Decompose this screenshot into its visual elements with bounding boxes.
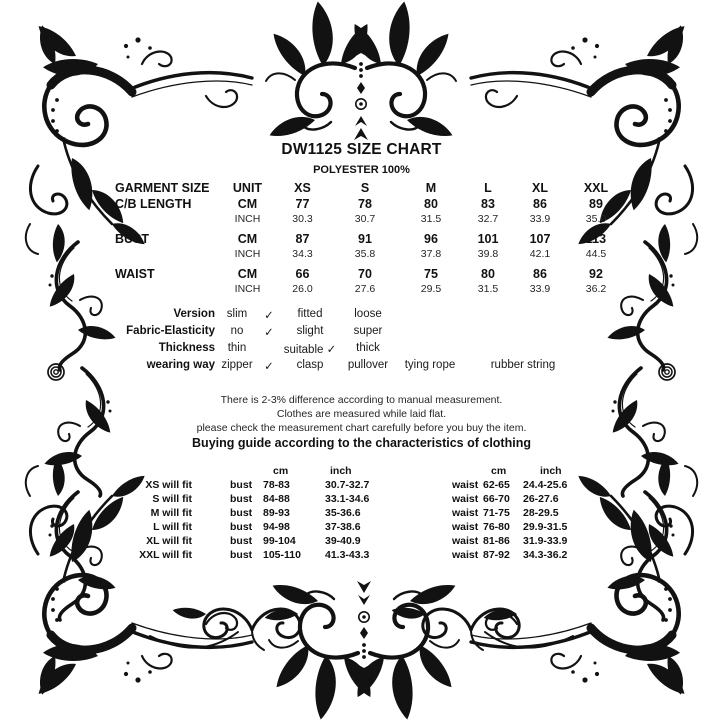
row-label [115, 283, 220, 297]
body-part-label: bust [230, 535, 253, 547]
unit-cell: INCH [234, 213, 261, 225]
cm-range: 71-75 [483, 507, 510, 519]
fit-size-label: M will fit [150, 507, 192, 519]
checkmark-icon: ✓ [264, 327, 274, 339]
characteristic-option: pullover [347, 359, 389, 371]
value-cell: 96 [424, 232, 438, 246]
value-cell: 86 [533, 197, 547, 211]
characteristic-option: thick [356, 342, 380, 354]
empty-cell [452, 465, 483, 479]
cm-range: 84-88 [263, 493, 290, 505]
note-line: Clothes are measured while laid flat. [276, 408, 447, 421]
value-cell: 83 [481, 197, 495, 211]
characteristic-option [395, 342, 465, 359]
body-part-label: bust [230, 493, 253, 505]
buying-guide-table [115, 465, 603, 563]
value-cell: 44.5 [585, 248, 607, 260]
characteristic-option: zipper [221, 359, 253, 371]
unit-cell: INCH [234, 283, 261, 295]
inch-range: 39-40.9 [325, 535, 361, 547]
inch-range: 31.9-33.9 [523, 535, 568, 547]
col-header-xl: XL [532, 181, 548, 195]
inch-range: 41.3-43.3 [325, 549, 370, 561]
characteristic-option: loose [354, 308, 382, 320]
note-line: please check the measurement chart carefully before you buy the item. [196, 422, 527, 435]
characteristics-table [115, 308, 581, 376]
body-part-label: bust [230, 507, 253, 519]
fit-size-label: XL will fit [146, 535, 192, 547]
value-cell: 91 [358, 232, 372, 246]
value-cell: 27.6 [354, 283, 376, 295]
empty-cell [115, 465, 230, 479]
inch-range: 28-29.5 [523, 507, 559, 519]
cm-range: 105-110 [263, 549, 301, 561]
fit-size-label: XXL will fit [139, 549, 192, 561]
value-cell: 107 [529, 232, 551, 246]
body-part-label: waist [452, 535, 479, 547]
body-part-label: bust [230, 521, 253, 533]
inch-range: 33.1-34.6 [325, 493, 370, 505]
characteristic-option: clasp [296, 359, 324, 371]
row-label: WAIST [115, 267, 155, 281]
characteristic-option [395, 308, 465, 325]
value-cell: 87 [295, 232, 310, 246]
col-header-cm: cm [273, 465, 289, 477]
inch-range: 29.9-31.5 [523, 521, 568, 533]
col-header-xxl: XXL [583, 181, 609, 195]
characteristic-option: fitted [297, 308, 323, 320]
value-cell: 30.7 [354, 213, 376, 225]
characteristic-option [395, 325, 465, 342]
col-header-unit: UNIT [232, 181, 263, 195]
value-cell: 32.7 [477, 213, 499, 225]
checkmark-icon: ✓ [264, 310, 274, 322]
checkmark-icon: ✓ [264, 361, 274, 373]
unit-cell: INCH [234, 248, 261, 260]
value-cell: 86 [533, 267, 547, 281]
body-part-label: waist [452, 549, 479, 561]
value-cell: 39.8 [477, 248, 499, 260]
col-header-cm: cm [491, 465, 507, 477]
characteristic-label: Version [173, 308, 215, 320]
body-part-label: waist [452, 507, 479, 519]
inch-range: 26-27.6 [523, 493, 559, 505]
size-table [115, 181, 626, 297]
note-line: There is 2-3% difference according to manual measurement. [220, 394, 503, 406]
value-cell: 70 [358, 267, 372, 281]
value-cell: 31.5 [420, 213, 442, 225]
value-cell: 101 [477, 232, 499, 246]
col-header-m: M [425, 181, 437, 195]
row-label: C/B LENGTH [115, 197, 192, 211]
col-header-xs: XS [294, 181, 311, 195]
row-label [115, 213, 220, 232]
body-part-label: waist [452, 521, 479, 533]
cm-range: 87-92 [483, 549, 510, 561]
characteristic-option: rubber string [490, 359, 556, 371]
empty-cell [230, 465, 263, 479]
value-cell: 31.5 [477, 283, 499, 295]
value-cell: 30.3 [292, 213, 313, 225]
fit-size-label: S will fit [152, 493, 192, 505]
cm-range: 62-65 [483, 479, 510, 491]
cm-range: 94-98 [263, 521, 290, 533]
value-cell: 33.9 [529, 213, 551, 225]
value-cell: 29.5 [420, 283, 442, 295]
cm-range: 81-86 [483, 535, 510, 547]
body-part-label: waist [452, 493, 479, 505]
characteristic-option: tying rope [404, 359, 456, 371]
value-cell: 77 [295, 197, 310, 211]
row-label: BUST [115, 232, 150, 246]
measurement-notes [0, 393, 723, 436]
value-cell: 35.0 [585, 213, 607, 225]
col-header-garment-size: GARMENT SIZE [115, 181, 210, 195]
body-part-label: waist [452, 479, 479, 491]
body-part-label: bust [230, 549, 253, 561]
value-cell: 36.2 [585, 283, 607, 295]
value-cell: 33.9 [529, 283, 551, 295]
col-header-inch: inch [330, 465, 352, 477]
characteristic-option: no [230, 325, 244, 337]
value-cell: 42.1 [529, 248, 551, 260]
body-part-label: bust [230, 479, 253, 491]
value-cell: 34.3 [292, 248, 313, 260]
fit-size-label: XS will fit [145, 479, 192, 491]
inch-range: 34.3-36.2 [523, 549, 568, 561]
value-cell: 35.8 [354, 248, 376, 260]
value-cell: 75 [424, 267, 438, 281]
characteristic-option: super [353, 325, 383, 337]
inch-range: 30.7-32.7 [325, 479, 370, 491]
unit-cell: CM [237, 232, 258, 246]
characteristic-label: wearing way [146, 359, 215, 371]
row-label [115, 248, 220, 267]
checkmark-icon [259, 342, 279, 359]
value-cell: 80 [481, 267, 495, 281]
value-cell: 37.8 [420, 248, 442, 260]
col-header-l: L [484, 181, 492, 195]
value-cell: 89 [589, 197, 603, 211]
inch-range: 37-38.6 [325, 521, 361, 533]
unit-cell: CM [237, 197, 258, 211]
cm-range: 76-80 [483, 521, 510, 533]
characteristic-option: suitable ✓ [283, 344, 337, 356]
value-cell: 78 [358, 197, 372, 211]
unit-cell: CM [237, 267, 258, 281]
fabric-subtitle: POLYESTER 100% [313, 164, 410, 176]
cm-range: 99-104 [263, 535, 296, 547]
characteristic-label: Thickness [158, 342, 215, 354]
value-cell: 92 [589, 267, 603, 281]
characteristic-option [465, 342, 581, 359]
value-cell: 26.0 [292, 283, 313, 295]
cm-range: 78-83 [263, 479, 290, 491]
characteristic-option: slight [296, 325, 324, 337]
characteristic-option: slim [226, 308, 248, 320]
cm-range: 89-93 [263, 507, 290, 519]
characteristic-option [465, 325, 581, 342]
col-header-s: S [360, 181, 370, 195]
inch-range: 24.4-25.6 [523, 479, 568, 491]
characteristic-option: thin [227, 342, 247, 354]
value-cell: 66 [295, 267, 310, 281]
buying-guide-heading: Buying guide according to the characteristics of clothing [192, 436, 531, 450]
characteristic-label: Fabric-Elasticity [126, 325, 215, 337]
col-header-inch: inch [540, 465, 562, 477]
cm-range: 66-70 [483, 493, 510, 505]
page-title: DW1125 SIZE CHART [281, 141, 442, 158]
value-cell: 113 [585, 232, 607, 246]
inch-range: 35-36.6 [325, 507, 361, 519]
fit-size-label: L will fit [153, 521, 192, 533]
value-cell: 80 [424, 197, 438, 211]
characteristic-option [465, 308, 581, 325]
